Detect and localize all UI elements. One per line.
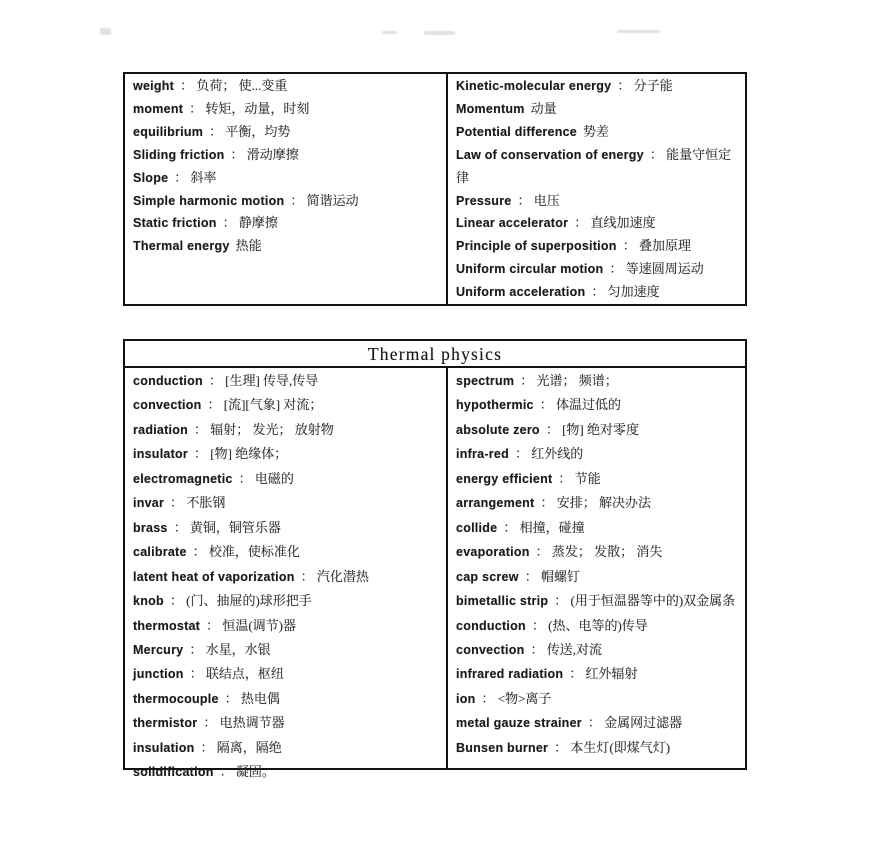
term-english: radiation bbox=[133, 422, 189, 437]
term-chinese: ： 节能 bbox=[558, 470, 601, 486]
term-chinese: ： 滑动摩擦 bbox=[230, 146, 299, 162]
table-columns bbox=[125, 368, 745, 780]
vocab-entry bbox=[133, 212, 442, 235]
term-chinese: ： 帽螺钉 bbox=[524, 568, 580, 584]
term-chinese: ： [生理] 传导,传导 bbox=[208, 373, 319, 388]
term-chinese: ： 联结点，枢纽 bbox=[189, 666, 284, 682]
table-columns bbox=[125, 74, 745, 304]
term-english: collide bbox=[456, 520, 498, 535]
term-english: Sliding friction bbox=[133, 147, 225, 162]
vocab-entry bbox=[133, 144, 442, 167]
term-english: thermistor bbox=[133, 716, 198, 731]
scan-artifact bbox=[100, 28, 111, 35]
term-chinese: ： 叠加原理 bbox=[622, 238, 691, 254]
vocab-entry bbox=[456, 736, 741, 760]
vocab-entry bbox=[456, 369, 741, 393]
vocab-entry bbox=[456, 638, 741, 662]
vocab-entry bbox=[456, 565, 741, 589]
term-chinese: ： 安排； 解决办法 bbox=[540, 495, 651, 511]
term-chinese: ： 能量守恒定律 bbox=[456, 146, 732, 185]
term-english: Principle of superposition bbox=[456, 239, 617, 254]
term-chinese: ： 金属网过滤器 bbox=[587, 715, 683, 731]
term-chinese: ： 传送,对流 bbox=[530, 641, 603, 657]
term-chinese: ： (用于恒温器等中的)双金属条 bbox=[554, 593, 736, 609]
vocab-entry bbox=[133, 190, 442, 213]
vocab-column-right bbox=[448, 368, 745, 768]
term-chinese: ： [流][气象] 对流； bbox=[207, 397, 323, 413]
term-chinese: ： 蒸发； 发散； 消失 bbox=[535, 544, 663, 560]
term-chinese: ： <物>离子 bbox=[481, 690, 552, 706]
term-chinese: ： (热、电等的)传导 bbox=[531, 617, 648, 633]
term-english: Uniform acceleration bbox=[456, 285, 586, 300]
vocab-entry bbox=[456, 75, 741, 98]
vocab-entry bbox=[456, 144, 741, 190]
term-english: ion bbox=[456, 691, 476, 706]
term-chinese: ： 简谐运动 bbox=[290, 192, 359, 208]
term-english: conduction bbox=[456, 618, 526, 633]
term-english: infra-red bbox=[456, 447, 509, 462]
term-english: arrangement bbox=[456, 496, 535, 511]
term-english: bimetallic strip bbox=[456, 594, 549, 609]
term-chinese: ： 辐射； 发光； 放射物 bbox=[194, 421, 334, 437]
term-chinese: ： 红外辐射 bbox=[569, 666, 638, 682]
term-chinese: ： 斜率 bbox=[174, 169, 217, 185]
term-english: Potential difference bbox=[456, 124, 577, 139]
vocab-entry bbox=[133, 98, 442, 121]
term-chinese: ： 校准，使标准化 bbox=[192, 544, 300, 560]
term-english: equilibrium bbox=[133, 124, 204, 139]
vocab-entry bbox=[456, 442, 741, 466]
term-english: convection bbox=[456, 642, 525, 657]
term-english: infrared radiation bbox=[456, 667, 564, 682]
vocab-entry bbox=[456, 212, 741, 235]
term-english: invar bbox=[133, 496, 165, 511]
term-english: Slope bbox=[133, 170, 169, 185]
vocab-entry bbox=[456, 614, 741, 638]
term-chinese: 势差 bbox=[583, 123, 610, 139]
term-english: Kinetic-molecular energy bbox=[456, 79, 612, 93]
term-english: brass bbox=[133, 520, 168, 535]
vocab-entry bbox=[133, 662, 442, 686]
term-english: solidification bbox=[133, 765, 214, 780]
vocab-column-left bbox=[125, 74, 448, 304]
term-english: knob bbox=[133, 594, 164, 609]
term-chinese: ： 负荷； 使...变重 bbox=[180, 78, 288, 93]
term-chinese: ： 电热调节器 bbox=[203, 715, 285, 731]
term-english: Mercury bbox=[133, 642, 184, 657]
term-chinese: ： 分子能 bbox=[617, 78, 673, 93]
term-chinese: ： 静摩擦 bbox=[222, 215, 278, 231]
vocab-entry bbox=[456, 98, 741, 121]
vocab-entry bbox=[133, 369, 442, 393]
term-chinese: ： 水星，水银 bbox=[189, 641, 271, 657]
term-english: Momentum bbox=[456, 101, 525, 116]
vocab-entry bbox=[133, 75, 442, 98]
term-chinese: 动量 bbox=[530, 100, 557, 116]
scan-artifact bbox=[382, 31, 397, 34]
term-chinese: ： 汽化潜热 bbox=[300, 568, 369, 584]
vocab-entry bbox=[133, 736, 442, 760]
term-english: metal gauze strainer bbox=[456, 716, 582, 731]
vocab-entry bbox=[456, 418, 741, 442]
vocab-entry bbox=[456, 235, 741, 258]
term-english: Uniform circular motion bbox=[456, 262, 604, 277]
vocab-entry bbox=[456, 491, 741, 515]
vocab-entry bbox=[456, 540, 741, 564]
term-chinese: ： 本生灯(即煤气灯) bbox=[554, 739, 671, 755]
vocab-entry bbox=[456, 589, 741, 613]
vocab-entry bbox=[133, 442, 442, 466]
term-chinese: ： [物] 绝缘体； bbox=[194, 446, 288, 462]
vocab-entry bbox=[133, 540, 442, 564]
term-chinese: ： 电磁的 bbox=[238, 470, 294, 486]
vocab-entry bbox=[456, 258, 741, 281]
vocab-entry bbox=[133, 167, 442, 190]
vocab-entry bbox=[456, 516, 741, 540]
vocab-entry bbox=[133, 565, 442, 589]
term-english: energy efficient bbox=[456, 471, 553, 486]
vocab-column-left bbox=[125, 368, 448, 780]
term-english: latent heat of vaporization bbox=[133, 569, 295, 584]
vocab-entry bbox=[133, 687, 442, 711]
term-chinese: ： 恒温(调节)器 bbox=[206, 617, 297, 633]
term-english: cap screw bbox=[456, 569, 519, 584]
term-english: thermocouple bbox=[133, 691, 219, 706]
term-english: Thermal energy bbox=[133, 239, 230, 254]
term-chinese: ： 平衡，均势 bbox=[209, 123, 291, 139]
term-english: Static friction bbox=[133, 216, 217, 231]
term-chinese: 热能 bbox=[235, 238, 262, 254]
term-english: Simple harmonic motion bbox=[133, 193, 285, 208]
term-chinese: ： 电压 bbox=[517, 192, 560, 208]
term-english: convection bbox=[133, 398, 202, 413]
vocab-entry bbox=[133, 614, 442, 638]
term-chinese: ： 红外线的 bbox=[514, 446, 584, 462]
vocab-entry bbox=[133, 589, 442, 613]
scan-artifact bbox=[424, 31, 455, 35]
table-title: Thermal physics bbox=[125, 341, 745, 368]
vocab-entry bbox=[456, 467, 741, 491]
vocab-entry bbox=[133, 638, 442, 662]
term-chinese: ： 相撞，碰撞 bbox=[503, 519, 585, 535]
term-english: spectrum bbox=[456, 374, 515, 388]
term-chinese: ： 体温过低的 bbox=[539, 397, 622, 413]
thermal-physics-table bbox=[123, 339, 747, 780]
vocab-entry bbox=[133, 418, 442, 442]
vocab-entry bbox=[133, 121, 442, 144]
vocab-column-right bbox=[448, 74, 745, 304]
term-chinese: ： 隔离，隔绝 bbox=[200, 739, 282, 755]
term-chinese: ： 直线加速度 bbox=[574, 215, 656, 231]
term-english: evaporation bbox=[456, 545, 530, 560]
term-english: thermostat bbox=[133, 618, 201, 633]
vocab-entry bbox=[133, 516, 442, 540]
vocab-entry bbox=[456, 281, 741, 304]
vocab-entry bbox=[456, 393, 741, 417]
term-english: insulation bbox=[133, 740, 195, 755]
term-english: Linear accelerator bbox=[456, 216, 569, 231]
term-chinese: ： 光谱； 频谱； bbox=[520, 373, 618, 388]
term-english: hypothermic bbox=[456, 398, 534, 413]
term-english: junction bbox=[133, 667, 184, 682]
vocab-entry bbox=[456, 687, 741, 711]
term-chinese: ： [物] 绝对零度 bbox=[545, 421, 639, 437]
term-chinese: ： 不胀钢 bbox=[170, 495, 226, 511]
term-chinese: ： 凝固。 bbox=[219, 764, 275, 780]
term-english: insulator bbox=[133, 447, 189, 462]
mechanics-vocab-table bbox=[123, 72, 747, 306]
vocab-entry bbox=[456, 662, 741, 686]
term-english: Law of conservation of energy bbox=[456, 147, 644, 162]
term-chinese: ： 匀加速度 bbox=[591, 284, 660, 300]
vocab-entry bbox=[133, 711, 442, 735]
term-english: weight bbox=[133, 79, 175, 93]
term-english: absolute zero bbox=[456, 422, 540, 437]
term-english: electromagnetic bbox=[133, 471, 233, 486]
term-english: conduction bbox=[133, 374, 203, 388]
vocab-entry bbox=[456, 711, 741, 735]
vocab-entry bbox=[133, 467, 442, 491]
term-chinese: ： (门、抽屉的)球形把手 bbox=[169, 593, 312, 609]
vocab-entry bbox=[456, 121, 741, 144]
term-english: calibrate bbox=[133, 545, 187, 560]
scan-artifact bbox=[617, 30, 660, 33]
vocab-entry bbox=[133, 235, 442, 258]
term-english: moment bbox=[133, 101, 184, 116]
term-english: Pressure bbox=[456, 193, 512, 208]
vocab-entry bbox=[133, 393, 442, 417]
vocab-entry bbox=[456, 190, 741, 213]
term-chinese: ： 黄铜，铜管乐器 bbox=[173, 519, 281, 535]
term-chinese: ： 转矩，动量，时刻 bbox=[189, 100, 310, 116]
vocab-entry bbox=[133, 760, 442, 784]
term-chinese: ： 等速圆周运动 bbox=[609, 261, 704, 277]
term-english: Bunsen burner bbox=[456, 740, 549, 755]
vocab-entry bbox=[133, 491, 442, 515]
term-chinese: ： 热电偶 bbox=[224, 690, 280, 706]
